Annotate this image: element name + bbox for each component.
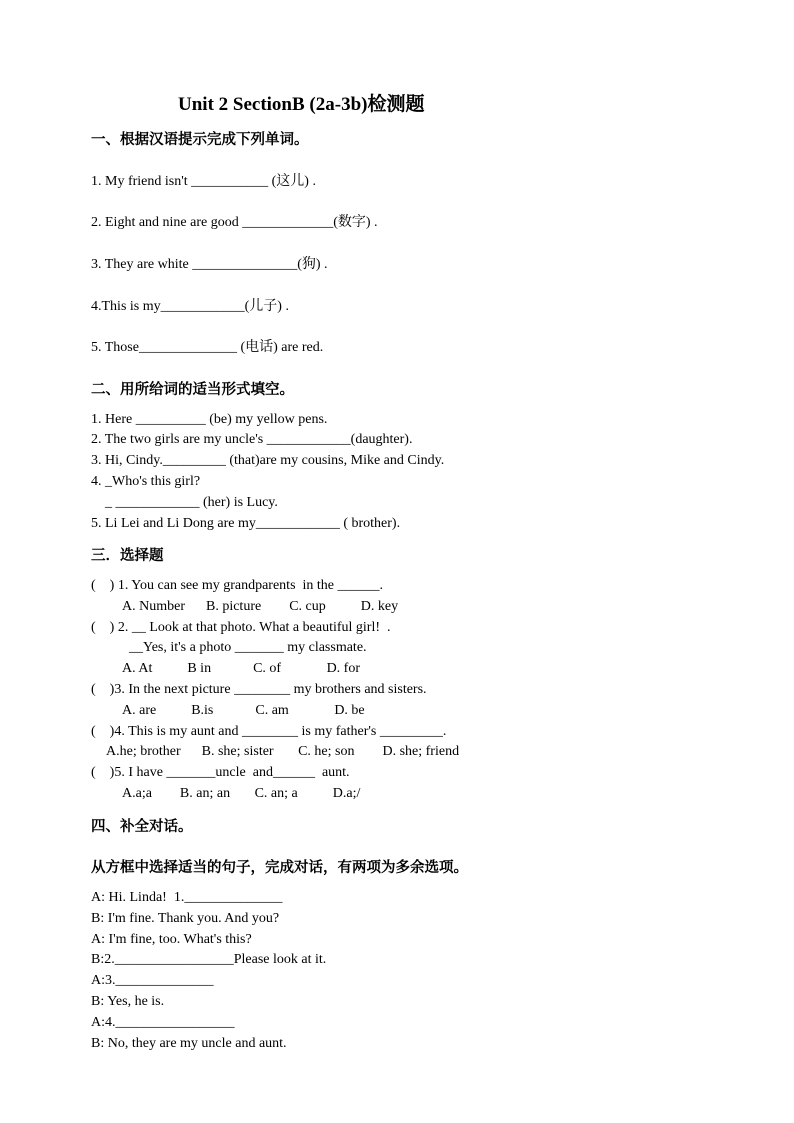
section2-heading: 二、用所给词的适当形式填空。	[91, 382, 294, 398]
section1-item-4: 4.This is my____________(儿子) .	[91, 299, 289, 314]
question-5: ( )5. I have _______uncle and______ aunt.	[91, 765, 350, 780]
dialogue-line-8: B: No, they are my uncle and aunt.	[91, 1036, 287, 1051]
question-5-options: A.a;a B. an; an C. an; a D.a;/	[122, 786, 361, 801]
section2-item-2: 2. The two girls are my uncle's ____________(daughter).	[91, 432, 413, 447]
question-4: ( )4. This is my aunt and ________ is my father's _________.	[91, 724, 447, 739]
section2-item-3: 3. Hi, Cindy._________ (that)are my cousins, Mike and Cindy.	[91, 453, 445, 468]
section2-item-5: 5. Li Lei and Li Dong are my____________ ( brother).	[91, 516, 401, 531]
question-1-options: A. Number B. picture C. cup D. key	[122, 599, 399, 614]
section4-heading: 四、补全对话。	[91, 819, 193, 835]
section1-heading: 一、根据汉语提示完成下列单词。	[91, 132, 309, 148]
question-2-reply: __Yes, it's a photo _______ my classmate.	[122, 640, 367, 655]
section1-item-3: 3. They are white _______________(狗) .	[91, 257, 328, 272]
section1-item-2: 2. Eight and nine are good _____________(数字) .	[91, 215, 378, 230]
question-1: ( ) 1. You can see my grandparents in the ______.	[91, 578, 384, 593]
question-2: ( ) 2. __ Look at that photo. What a beautiful girl! .	[91, 620, 391, 635]
section1-item-1: 1. My friend isn't ___________ (这儿) .	[91, 174, 316, 189]
section2-item-4-answer: _ ____________ (her) is Lucy.	[91, 495, 278, 510]
section3-heading: 三．选择题	[91, 548, 164, 564]
section4-instruction: 从方框中选择适当的句子，完成对话，有两项为多余选项。	[91, 860, 468, 876]
dialogue-line-6: B: Yes, he is.	[91, 994, 165, 1009]
question-3: ( )3. In the next picture ________ my brothers and sisters.	[91, 682, 427, 697]
dialogue-line-4: B:2._________________Please look at it.	[91, 952, 327, 967]
section2-item-4: 4. _Who's this girl?	[91, 474, 201, 489]
dialogue-line-7: A:4._________________	[91, 1015, 235, 1030]
section1-item-5: 5. Those______________ (电话) are red.	[91, 340, 324, 355]
question-2-options: A. At B in C. of D. for	[122, 661, 360, 676]
dialogue-line-3: A: I'm fine, too. What's this?	[91, 932, 252, 947]
section2-item-1: 1. Here __________ (be) my yellow pens.	[91, 412, 328, 427]
dialogue-line-1: A: Hi. Linda! 1.______________	[91, 890, 283, 905]
dialogue-line-5: A:3.______________	[91, 973, 214, 988]
dialogue-line-2: B: I'm fine. Thank you. And you?	[91, 911, 280, 926]
page-title: Unit 2 SectionB (2a-3b)检测题	[178, 94, 425, 115]
question-3-options: A. are B.is C. am D. be	[122, 703, 365, 718]
question-4-options: A.he; brother B. she; sister C. he; son D. she; friend	[106, 744, 460, 759]
